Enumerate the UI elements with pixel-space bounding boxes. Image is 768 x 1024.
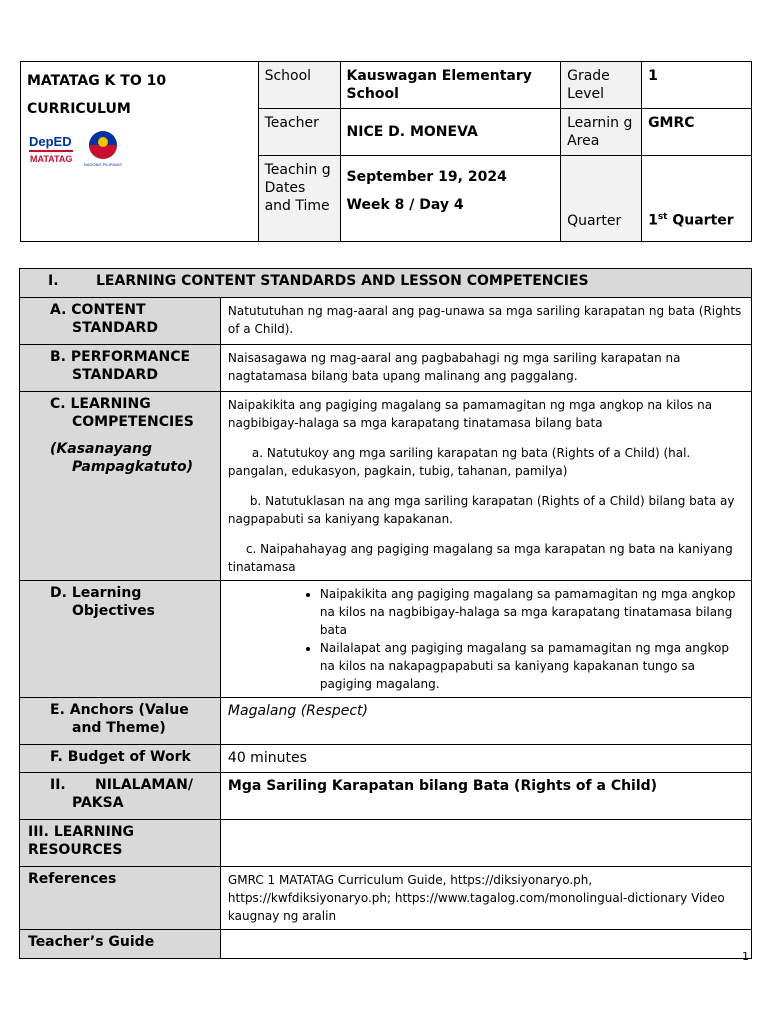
logos — [27, 129, 252, 167]
quarter-value — [642, 156, 752, 242]
curriculum-cell — [21, 62, 259, 242]
objective-item: • Naipakikita ang pagiging magalang sa pamamagitan ng mga angkop na kilos na nagbibigay-halaga sa mga karapatang tinatamasa bilang bata — [320, 585, 744, 639]
performance-standard-value: Naisasagawa ng mag-aaral ang pagbabahagi ng mga sariling karapatan na nagtatamasa bilang bata upang malinang ang paggalang. — [220, 345, 751, 392]
deped-matatag-logo — [27, 131, 75, 165]
nilalaman-label: II. NILALAMAN/ PAKSA — [20, 773, 221, 820]
competencies-label-cell — [20, 392, 221, 581]
objectives-list — [228, 585, 744, 693]
dates-cell — [340, 156, 561, 242]
grade-value: 1 — [642, 62, 752, 109]
section-1-title: LEARNING CONTENT STANDARDS AND LESSON COMPETENCIES — [96, 273, 589, 289]
quarter-label: Quarter — [561, 156, 642, 242]
competencies-sublabel: (Kasanayang Pampagkatuto) — [50, 441, 194, 475]
bagong-pilipinas-logo — [83, 129, 123, 167]
content-standard-value: Natututuhan ng mag-aaral ang pag-unawa sa mga sariling karapatan ng bata (Rights of a Child). — [220, 298, 751, 345]
competency-intro: Naipakikita ang pagiging magalang sa pamamagitan ng mga angkop na kilos na nagbibigay-halaga sa mga karapatang tinatamasa bilang bata — [227, 398, 713, 430]
nilalaman-value: Mga Sariling Karapatan bilang Bata (Rights of a Child) — [220, 773, 751, 820]
resources-label: III. LEARNING RESOURCES — [20, 820, 221, 867]
resources-value — [220, 820, 751, 867]
budget-value: 40 minutes — [220, 745, 751, 773]
quarter-sup: st — [657, 212, 668, 223]
budget-label: F. Budget of Work — [20, 745, 221, 773]
objectives-label: D. Learning Objectives — [20, 581, 221, 698]
teachers-guide-label: Teacher’s Guide — [20, 930, 221, 959]
page-number: 1 — [742, 950, 749, 963]
teachers-guide-value — [220, 930, 751, 959]
dates-label: Teachin g Dates and Time — [258, 156, 340, 242]
objective-item: • Nailalapat ang pagiging magalang sa pamamagitan ng mga angkop na kilos na nakapagpapabuti sa kaniyang kapakanan tungo sa pagiging magalang. — [320, 639, 744, 693]
references-value: GMRC 1 MATATAG Curriculum Guide, https://diksiyonaryo.ph, https://kwfdiksiyonaryo.ph; https://www.tagalog.com/monolingual-dictionary Video kaugnay ng aralin — [220, 867, 751, 930]
grade-label: Grade Level — [561, 62, 642, 109]
quarter-word: Quarter — [667, 213, 734, 229]
bagong-logo-text: BAGONG PILIPINAS — [84, 162, 122, 167]
teacher-value: NICE D. MONEVA — [340, 109, 561, 156]
references-label: References — [20, 867, 221, 930]
competency-b: b. Natutuklasan na ang mga sariling karapatan (Rights of a Child) bilang bata ay nagpapabuti sa kaniyang kapakanan. — [227, 494, 735, 526]
anchors-value: Magalang (Respect) — [220, 698, 751, 745]
matatag-logo-text: MATATAG — [30, 154, 73, 164]
anchors-label: E. Anchors (Value and Theme) — [20, 698, 221, 745]
teacher-label: Teacher — [258, 109, 340, 156]
lesson-table — [19, 268, 752, 959]
curriculum-line1: MATATAG K TO 10 — [27, 73, 167, 89]
competency-a: a. Natutukoy ang mga sariling karapatan ng bata (Rights of a Child) (hal. pangalan, edukasyon, pagkain, tubig, tahanan, pamilya) — [227, 446, 691, 478]
section-1-heading — [20, 269, 752, 298]
learning-area-value: GMRC — [642, 109, 752, 156]
section-1-num: I. — [48, 273, 59, 289]
competency-c: c. Naipahahayag ang pagiging magalang sa mga karapatan ng bata na kaniyang tinatamasa — [227, 542, 733, 574]
school-label: School — [258, 62, 340, 109]
curriculum-line2: CURRICULUM — [27, 101, 131, 117]
competencies-label: C. LEARNING COMPETENCIES — [50, 396, 194, 430]
performance-standard-label: B. PERFORMANCE STANDARD — [20, 345, 221, 392]
header-table — [20, 61, 752, 242]
week-value: Week 8 / Day 4 — [346, 197, 464, 213]
date-value: September 19, 2024 — [346, 169, 507, 185]
learning-area-label: Learnin g Area — [561, 109, 642, 156]
quarter-num: 1 — [648, 213, 658, 229]
school-value: Kauswagan Elementary School — [340, 62, 561, 109]
deped-logo-text: DepED — [29, 134, 72, 149]
competencies-value — [220, 392, 751, 581]
content-standard-label: A. CONTENT STANDARD — [20, 298, 221, 345]
objectives-value — [220, 581, 751, 698]
